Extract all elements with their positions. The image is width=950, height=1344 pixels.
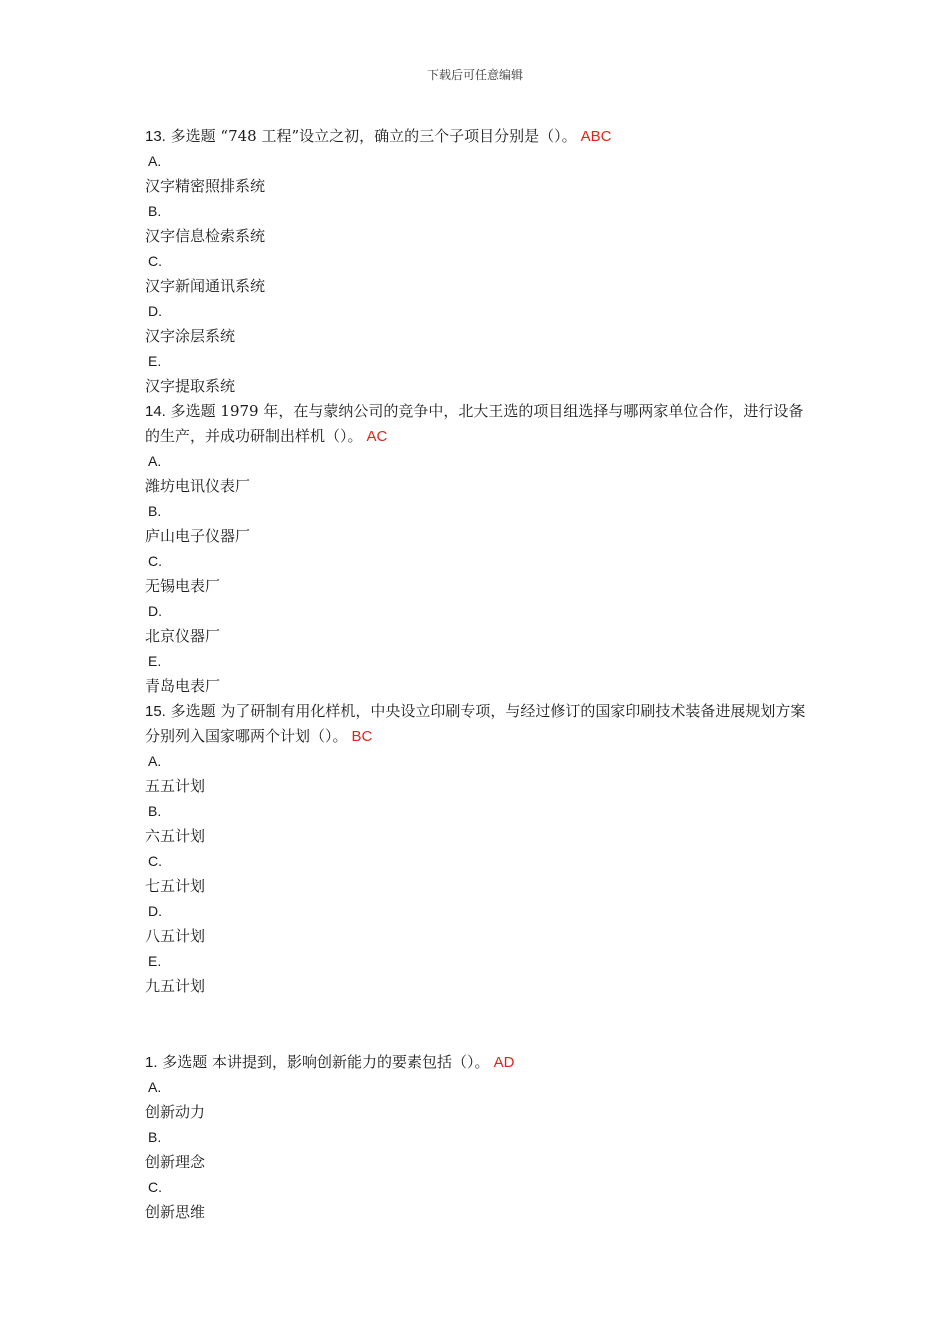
question-stem [145,124,815,149]
answer-key: BC [351,728,373,745]
option-letter: A. [148,453,162,469]
answer-key: AD [493,1054,515,1071]
option-text: 汉字信息检索系统 [145,227,266,245]
option-text: 北京仪器厂 [145,627,221,645]
question-stem [145,399,815,449]
option-letter: B. [148,1129,162,1145]
option-text: 汉字新闻通讯系统 [145,277,266,295]
question-number: 13. [145,128,166,145]
option-text: 创新理念 [145,1153,206,1171]
answer-key: AC [366,428,388,445]
option-letter: D. [148,903,162,919]
option-text: 七五计划 [145,877,206,895]
option-letter: A. [148,1079,162,1095]
option-text: 创新思维 [145,1203,206,1221]
question-text: 多选题 “748 工程”设立之初，确立的三个子项目分别是（）。 [165,127,577,145]
question-1 [145,1050,815,1225]
option-text: 汉字精密照排系统 [145,177,266,195]
option-text: 庐山电子仪器厂 [145,527,251,545]
option-text: 潍坊电讯仪表厂 [145,477,251,495]
question-13 [145,124,815,399]
question-stem [145,1050,815,1075]
question-text: 多选题 本讲提到，影响创新能力的要素包括（）。 [157,1053,490,1071]
option-text: 九五计划 [145,977,206,995]
option-letter: B. [148,203,162,219]
question-text: 多选题 为了研制有用化样机，中央设立印刷专项，与经过修订的国家印刷技术装备进展规划方案分别列入国家哪两个计划（）。 [145,702,806,745]
option-letter: C. [148,253,162,269]
option-text: 八五计划 [145,927,206,945]
option-text: 无锡电表厂 [145,577,221,595]
option-text: 青岛电表厂 [145,677,221,695]
option-letter: E. [148,653,162,669]
option-letter: E. [148,953,162,969]
question-text: 多选题 1979 年，在与蒙纳公司的竞争中，北大王选的项目组选择与哪两家单位合作，进行设备的生产，并成功研制出样机（）。 [145,402,804,445]
option-letter: E. [148,353,162,369]
option-letter: C. [148,1179,162,1195]
option-text: 汉字提取系统 [145,377,236,395]
question-14 [145,399,815,699]
option-text: 六五计划 [145,827,206,845]
section-gap [145,999,815,1050]
document-body [145,124,815,1225]
option-letter: B. [148,803,162,819]
question-15 [145,699,815,999]
option-letter: A. [148,153,162,169]
option-letter: C. [148,553,162,569]
option-text: 创新动力 [145,1103,206,1121]
option-letter: B. [148,503,162,519]
option-letter: A. [148,753,162,769]
option-text: 汉字涂层系统 [145,327,236,345]
question-number: 14. [145,403,166,420]
question-stem [145,699,815,749]
question-number: 15. [145,703,166,720]
option-letter: D. [148,303,162,319]
page-header: 下载后可任意编辑 [426,68,523,82]
option-letter: D. [148,603,162,619]
option-letter: C. [148,853,162,869]
option-text: 五五计划 [145,777,206,795]
answer-key: ABC [580,128,612,145]
question-number: 1. [145,1054,158,1071]
